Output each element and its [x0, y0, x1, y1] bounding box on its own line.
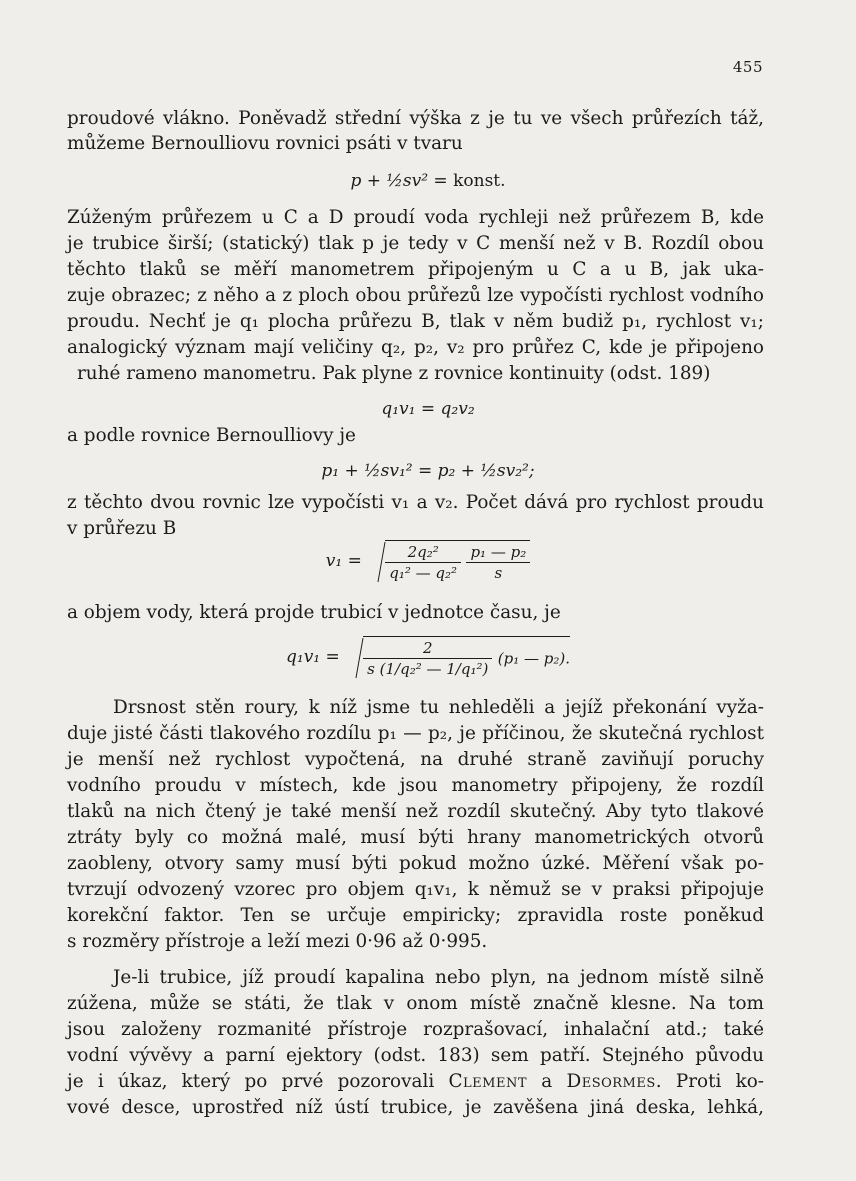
text-line: v průřezu B [67, 518, 177, 539]
text-line: jsou založeny rozmanité přístroje rozprašovací, inhalační atd.; také [67, 1019, 764, 1040]
text-line: zaobleny, otvory samy musí býti pokud možno úzké. Měření však po- [67, 853, 764, 874]
text-line: zuje obrazec; z něho a z ploch obou průřezů lze vypočísti rychlost vodního [67, 285, 764, 306]
equation-bernoulli-two-sections: p₁ + ½sv₁² = p₂ + ½sv₂²; [321, 461, 535, 481]
text-line: těchto tlaků se měří manometrem připojeným u C a u B, jak uka- [67, 259, 764, 280]
equation-velocity: v₁ = $\frac{\text{2q₂²}}{\text{q₁² — q₂²}}$ $\frac{\text{p₁ — p₂}}{s}$ [0, 540, 856, 582]
text-line: je trubice širší; (statický) tlak p je tedy v C menší než v B. Rozdíl obou [67, 233, 764, 254]
text-line: vové desce, uprostřed níž ústí trubice, je zavěšena jiná deska, lehká, [67, 1097, 764, 1118]
text-line: Zúženým průřezem u C a D proudí voda rychleji než průřezem B, kde [67, 207, 764, 228]
text-line: ruhé rameno manometru. Pak plyne z rovnice kontinuity (odst. 189) [77, 363, 711, 384]
text-line: a podle rovnice Bernoulliovy je [67, 425, 356, 446]
author-name: Clement [448, 1071, 528, 1092]
text-line: duje jisté části tlakového rozdílu p₁ — p₂, je příčinou, že skutečná rychlost [67, 723, 764, 744]
text-line: analogický význam mají veličiny q₂, p₂, v₂ pro průřez C, kde je připojeno [67, 337, 764, 358]
text-line: Drsnost stěn roury, k níž jsme tu nehleděli a jejíž překonání vyža- [113, 697, 764, 718]
equation-volume: q₁v₁ = $\frac{2}{\text{s (1/q₂² — 1/q₁²)}}$ (p₁ — p₂). [0, 636, 856, 678]
equation-bernoulli-const: p + ½sv² = konst. [350, 171, 506, 191]
text-line: korekční faktor. Ten se určuje empiricky; zpravidla roste poněkud [67, 905, 764, 926]
text-line: je menší než rychlost vypočtená, na druhé straně zaviňují poruchy [67, 749, 764, 770]
text-line: z těchto dvou rovnic lze vypočísti v₁ a v₂. Počet dává pro rychlost proudu [67, 492, 764, 513]
text-line: ztráty byly co možná malé, musí býti hrany manometrických otvorů [67, 827, 764, 848]
text-line: proudové vlákno. Poněvadž střední výška z je tu ve všech průřezích táž, [67, 108, 764, 129]
square-root: $\frac{2}{\text{s (1/q₂² — 1/q₁²)}}$ (p₁ — p₂). [345, 636, 570, 678]
equation-continuity: q₁v₁ = q₂v₂ [381, 399, 475, 419]
square-root: $\frac{\text{2q₂²}}{\text{q₁² — q₂²}}$ $\frac{\text{p₁ — p₂}}{s}$ [367, 540, 530, 582]
text-line: s rozměry přístroje a leží mezi 0·96 až 0·995. [67, 931, 488, 952]
text-line: vodní vývěvy a parní ejektory (odst. 183) sem patří. Stejného původu [67, 1045, 764, 1066]
text-line: vodního proudu v místech, kde jsou manometry připojeny, že rozdíl [67, 775, 764, 796]
text-line: můžeme Bernoulliovu rovnici psáti v tvaru [67, 133, 463, 154]
text-line: zúžena, může se státi, že tlak v onom místě značně klesne. Na tom [67, 993, 764, 1014]
text-line: je i úkaz, který po prvé pozorovali Clement a Desormes. Proti ko- [67, 1071, 765, 1092]
page-number: 455 [732, 58, 763, 76]
text-line: tlaků na nich čtený je také menší než rozdíl skutečný. Aby tyto tlakové [67, 801, 764, 822]
text-line: Je-li trubice, jíž proudí kapalina nebo plyn, na jednom místě silně [113, 967, 764, 988]
text-line: a objem vody, která projde trubicí v jednotce času, je [67, 602, 561, 623]
author-name: Desormes [566, 1071, 656, 1092]
text-line: tvrzují odvozený vzorec pro objem q₁v₁, k němuž se v praksi připojuje [67, 879, 764, 900]
text-line: proudu. Nechť je q₁ plocha průřezu B, tlak v něm budiž p₁, rychlost v₁; [67, 311, 764, 332]
